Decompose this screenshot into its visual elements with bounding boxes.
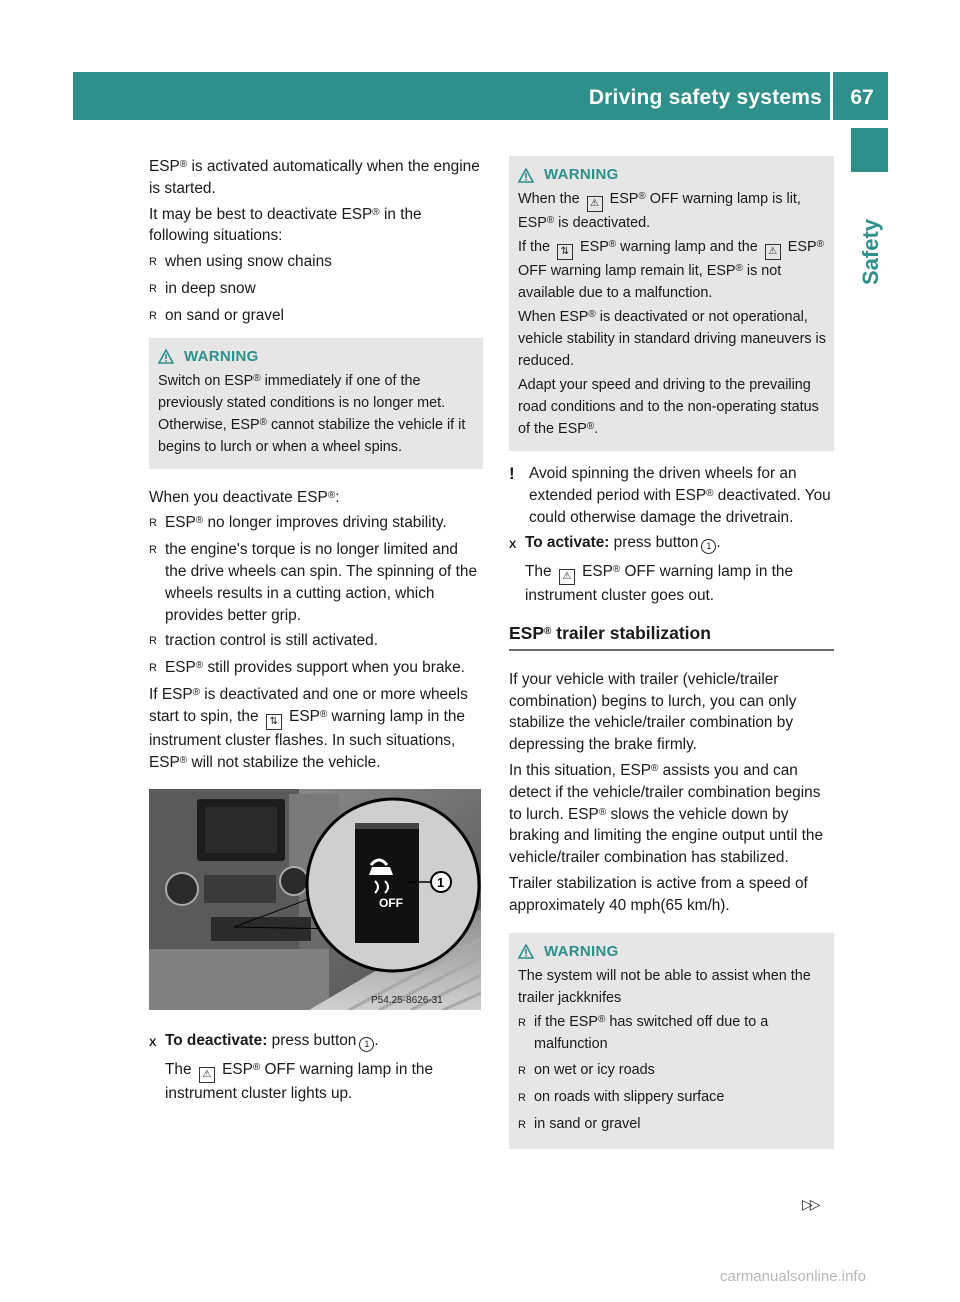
warning-triangle-icon [518,944,534,959]
esp-warning-lamp-icon: ⇅ [557,244,573,260]
action-result: The ⚠ ESP® OFF warning lamp in the instrument cluster goes out. [525,563,794,605]
list-item: R traction control is still activated. [149,632,378,650]
list-item: R in sand or gravel [518,1115,641,1132]
left-column [149,156,483,1109]
list-item: R on sand or gravel [149,306,284,324]
action-result: The ⚠ ESP® OFF warning lamp in the instrument cluster lights up. [165,1061,434,1103]
warning-text: Adapt your speed and driving to the prevailing road conditions and to the non-operating status of the ESP®. [518,377,819,437]
warning-title: WARNING [544,166,619,183]
paragraph: If ESP® is deactivated and one or more wheels start to spin, the ⇅ ESP® warning lamp in the instrument cluster flashes. In such situations, ESP® will not stabilize the vehicle. [149,685,468,771]
paragraph: ESP® is activated automatically when the engine is started. [149,158,480,197]
list-item: R ESP® still provides support when you brake. [149,659,465,677]
list-item: R ESP® no longer improves driving stability. [149,514,447,532]
list-item: R in deep snow [149,279,256,297]
paragraph: Trailer stabilization is active from a speed of approximately 40 mph(65 km/h). [509,874,808,914]
paragraph: If your vehicle with trailer (vehicle/trailer combination) begins to lurch, you can only stabilize the vehicle/trailer combination by depressing the brake firmly. [509,670,797,754]
page-number: 67 [850,86,874,109]
esp-off-lamp-icon: ⚠ [587,196,603,212]
header-divider [830,72,833,120]
warning-text: If the ⇅ ESP® warning lamp and the ⚠ ESP® OFF warning lamp remain lit, ESP® is not available due to a malfunction. [518,239,824,301]
watermark: carmanualsonline.info [720,1268,866,1285]
warning-triangle-icon [158,349,174,364]
notice-item: ! Avoid spinning the driven wheels for an extended period with ESP® deactivated. You could otherwise damage the drivetrain. [509,464,831,526]
esp-off-lamp-icon: ⚠ [765,244,781,260]
continued-arrows: ▷▷ [802,1196,818,1212]
right-column [509,156,834,1149]
button-1-callout-icon: 1 [701,539,716,554]
warning-text: When the ⚠ ESP® OFF warning lamp is lit, ESP® is deactivated. [518,191,801,231]
warning-text: Switch on ESP® immediately if one of the previously stated conditions is no longer met. Otherwise, ESP® cannot stabilize the vehicle if it begins to lurch or when a wheel spins. [158,372,466,455]
warning-box [509,933,834,1149]
list-item: R the engine's torque is no longer limited and the drive wheels can spin. The spinning of the wheels results in a cutting action, which provides better grip. [149,541,477,624]
warning-triangle-icon [518,168,534,183]
warning-box [509,156,834,451]
warning-text: The system will not be able to assist when the trailer jackknifes [518,967,811,1006]
esp-off-lamp-icon: ⚠ [559,569,575,585]
button-1-callout-icon: 1 [359,1037,374,1052]
warning-text: When ESP® is deactivated or not operational, vehicle stability in standard driving maneuvers is reduced. [518,309,826,369]
list-item: R when using snow chains [149,253,332,271]
paragraph: In this situation, ESP® assists you and can detect if the vehicle/trailer combination begins to lurch. ESP® slows the vehicle down by braking and limiting the engine output until the vehicle/trailer combination has stabilized. [509,761,824,867]
warning-title: WARNING [184,347,259,365]
page-header-title: Driving safety systems [588,86,822,109]
side-tab-label: Safety [858,218,883,285]
action-step: X To deactivate: press button 1 . [149,1030,483,1055]
action-step: X To activate: press button 1 . [509,532,834,557]
list-item: R on roads with slippery surface [518,1088,725,1105]
list-item: R if the ESP® has switched off due to a malfunction [518,1013,769,1052]
side-tab-gap [851,172,888,428]
section-heading: ESP® trailer stabilization [509,623,834,651]
esp-button-illustration [149,789,481,1010]
esp-off-lamp-icon: ⚠ [199,1067,215,1083]
dashboard-photo [149,789,481,1010]
svg-text:OFF: OFF [379,896,403,911]
paragraph: It may be best to deactivate ESP® in the following situations: [149,205,422,245]
warning-title: WARNING [544,942,619,960]
esp-warning-lamp-icon: ⇅ [266,714,282,730]
list-item: R on wet or icy roads [518,1061,655,1078]
paragraph: When you deactivate ESP®: [149,488,340,506]
warning-box [149,338,483,469]
photo-code-label: P54.25-8626-31 [371,995,443,1007]
svg-text:1: 1 [437,875,445,891]
